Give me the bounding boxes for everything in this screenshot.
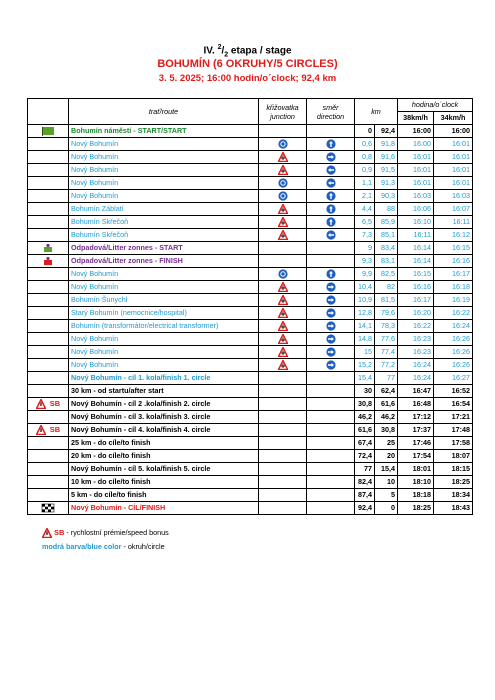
km2-cell: 77,6 (375, 333, 398, 346)
table-row (28, 385, 473, 398)
km2-cell: 85,1 (375, 229, 398, 242)
icon-cell (28, 216, 69, 229)
t1-cell: 16:20 (398, 307, 434, 320)
km2-cell: 91,3 (375, 177, 398, 190)
straight-arrow-icon (307, 268, 355, 281)
km2-cell: 77 (375, 372, 398, 385)
km2-cell: 85,9 (375, 216, 398, 229)
t1-cell: 16:47 (398, 385, 434, 398)
right-arrow-icon (307, 151, 355, 164)
junction-cell (259, 125, 307, 138)
route-cell: Nový Bohumín (69, 281, 259, 294)
t2-cell: 16:01 (434, 138, 473, 151)
time-column-header: hodina/o´clock (398, 99, 473, 112)
table-row (28, 281, 473, 294)
sb-label: SB (49, 425, 61, 434)
km2-cell: 79,6 (375, 307, 398, 320)
t1-cell: 16:23 (398, 346, 434, 359)
roundabout-icon (259, 138, 307, 151)
crossroad-warning-icon (259, 346, 307, 359)
legend-speed-bonus (42, 528, 169, 538)
litter-start-icon (28, 242, 69, 255)
table-row (28, 255, 473, 268)
icon-cell (28, 190, 69, 203)
km1-cell: 0,6 (355, 138, 375, 151)
t1-cell: 16:01 (398, 151, 434, 164)
junction-cell (259, 450, 307, 463)
table-row (28, 138, 473, 151)
t2-cell: 17:48 (434, 424, 473, 437)
km1-cell: 15 (355, 346, 375, 359)
t1-cell: 16:22 (398, 320, 434, 333)
km2-cell: 10 (375, 476, 398, 489)
t1-cell: 16:10 (398, 216, 434, 229)
km1-cell: 9 (355, 242, 375, 255)
icon-cell (28, 203, 69, 216)
crossroad-warning-icon (259, 216, 307, 229)
legend-sb-label: SB (54, 528, 65, 537)
km1-cell: 15,4 (355, 372, 375, 385)
t2-cell: 16:18 (434, 281, 473, 294)
direction-cell (307, 398, 355, 411)
icon-cell (28, 463, 69, 476)
table-row (28, 359, 473, 372)
table-row (28, 229, 473, 242)
t1-cell: 18:18 (398, 489, 434, 502)
icon-cell (28, 346, 69, 359)
route-cell: 25 km - do cíle/to finish (69, 437, 259, 450)
straight-arrow-icon (307, 190, 355, 203)
t1-cell: 16:00 (398, 138, 434, 151)
t1-cell: 16:23 (398, 333, 434, 346)
icon-cell (28, 164, 69, 177)
route-cell: Nový Bohumín (69, 359, 259, 372)
km2-cell: 61,6 (375, 398, 398, 411)
km1-cell: 7,3 (355, 229, 375, 242)
icon-cell (28, 268, 69, 281)
start-flag-icon (28, 125, 69, 138)
km1-cell: 15,2 (355, 359, 375, 372)
km2-cell: 91,8 (375, 138, 398, 151)
junction-cell (259, 476, 307, 489)
icon-cell (28, 294, 69, 307)
km1-cell: 92,4 (355, 502, 375, 515)
crossroad-warning-icon (259, 307, 307, 320)
km1-cell: 87,4 (355, 489, 375, 502)
route-cell: Nový Bohumín - cíl 4. kola/finish 4. circle (69, 424, 259, 437)
junction-cell (259, 242, 307, 255)
t1-cell: 17:46 (398, 437, 434, 450)
straight-arrow-icon (307, 216, 355, 229)
route-cell: 20 km - do cíle/to finish (69, 450, 259, 463)
route-column-header: trať/route (69, 99, 259, 125)
left-arrow-icon (307, 229, 355, 242)
junction-cell (259, 385, 307, 398)
junction-cell (259, 489, 307, 502)
direction-cell (307, 502, 355, 515)
t1-cell: 16:14 (398, 242, 434, 255)
t1-cell: 16:06 (398, 203, 434, 216)
t2-cell: 16:54 (434, 398, 473, 411)
t2-cell: 18:43 (434, 502, 473, 515)
icon-cell (28, 450, 69, 463)
km1-cell: 77 (355, 463, 375, 476)
route-cell: Nový Bohumín (69, 151, 259, 164)
km1-cell: 9,9 (355, 268, 375, 281)
icon-cell (28, 372, 69, 385)
km1-cell: 14,1 (355, 320, 375, 333)
junction-cell (259, 424, 307, 437)
km2-cell: 88 (375, 203, 398, 216)
roundabout-icon (259, 268, 307, 281)
km2-cell: 46,2 (375, 411, 398, 424)
route-cell: Bohumín Šunychl (69, 294, 259, 307)
km1-cell: 14,8 (355, 333, 375, 346)
table-row (28, 398, 473, 411)
crossroad-warning-icon (259, 320, 307, 333)
km1-cell: 9,3 (355, 255, 375, 268)
direction-cell (307, 450, 355, 463)
crossroad-warning-icon (259, 359, 307, 372)
left-arrow-icon (307, 177, 355, 190)
icon-column-header (28, 99, 69, 125)
table-row (28, 450, 473, 463)
table-row (28, 203, 473, 216)
icon-cell (28, 281, 69, 294)
t2-cell: 16:52 (434, 385, 473, 398)
junction-cell (259, 372, 307, 385)
route-cell: Nový Bohumín (69, 164, 259, 177)
route-cell: Nový Bohumín (69, 333, 259, 346)
km1-cell: 10,4 (355, 281, 375, 294)
km2-cell: 83,4 (375, 242, 398, 255)
t1-cell: 16:03 (398, 190, 434, 203)
t1-cell: 17:12 (398, 411, 434, 424)
speed-38-header: 38km/h (398, 112, 434, 125)
right-arrow-icon (307, 294, 355, 307)
t1-cell: 18:25 (398, 502, 434, 515)
speed-bonus-cell (28, 398, 69, 411)
route-cell: Bohumín Skřečoň (69, 216, 259, 229)
route-table (27, 98, 473, 515)
route-cell: Nový Bohumín - CÍL/FINISH (69, 502, 259, 515)
km1-cell: 1,1 (355, 177, 375, 190)
icon-cell (28, 489, 69, 502)
route-cell: Nový Bohumín - cíl 2 .kola/finish 2. circle (69, 398, 259, 411)
t1-cell: 16:11 (398, 229, 434, 242)
icon-cell (28, 385, 69, 398)
legend-blue-text: - okruh/circle (121, 542, 165, 551)
km1-cell: 46,2 (355, 411, 375, 424)
t1-cell: 18:01 (398, 463, 434, 476)
legend-blue-label: modrá barva/blue color (42, 542, 122, 551)
sb-label: SB (49, 399, 61, 408)
straight-arrow-icon (307, 203, 355, 216)
t1-cell: 16:24 (398, 359, 434, 372)
km2-cell: 92,4 (375, 125, 398, 138)
crossroad-warning-icon (259, 203, 307, 216)
left-arrow-icon (307, 164, 355, 177)
km2-cell: 91,5 (375, 164, 398, 177)
route-cell: 5 km - do cíle/to finish (69, 489, 259, 502)
direction-cell (307, 372, 355, 385)
route-cell: Starý Bohumín (nemocnice/hospital) (69, 307, 259, 320)
t1-cell: 17:54 (398, 450, 434, 463)
right-arrow-icon (307, 359, 355, 372)
icon-cell (28, 333, 69, 346)
t2-cell: 16:22 (434, 307, 473, 320)
km1-cell: 0,8 (355, 151, 375, 164)
direction-cell (307, 385, 355, 398)
km2-cell: 0 (375, 502, 398, 515)
speed-34-header: 34km/h (434, 112, 473, 125)
direction-cell (307, 437, 355, 450)
legend-circle-color (42, 542, 165, 551)
junction-cell (259, 437, 307, 450)
table-row (28, 437, 473, 450)
t1-cell: 17:37 (398, 424, 434, 437)
direction-cell (307, 242, 355, 255)
route-cell: 30 km - od startu/after start (69, 385, 259, 398)
route-cell: Bohumín náměstí - START/START (69, 125, 259, 138)
route-cell: Nový Bohumín (69, 177, 259, 190)
crossroad-warning-icon (259, 229, 307, 242)
t1-cell: 18:10 (398, 476, 434, 489)
km1-cell: 2,1 (355, 190, 375, 203)
table-row (28, 125, 473, 138)
route-cell: 10 km - do cíle/to finish (69, 476, 259, 489)
km1-cell: 82,4 (355, 476, 375, 489)
km2-cell: 82 (375, 281, 398, 294)
km2-cell: 62,4 (375, 385, 398, 398)
t1-cell: 16:00 (398, 125, 434, 138)
route-cell: Nový Bohumín (69, 138, 259, 151)
t2-cell: 16:26 (434, 346, 473, 359)
route-cell: Bohumín Záblatí (69, 203, 259, 216)
t2-cell: 16:01 (434, 177, 473, 190)
crossroad-warning-icon (259, 151, 307, 164)
km2-cell: 77,2 (375, 359, 398, 372)
speed-bonus-warning-icon (36, 425, 46, 434)
km2-cell: 25 (375, 437, 398, 450)
route-cell: Odpadová/Litter zonnes - FINISH (69, 255, 259, 268)
t2-cell: 18:25 (434, 476, 473, 489)
table-row (28, 476, 473, 489)
t2-cell: 16:27 (434, 372, 473, 385)
table-row (28, 489, 473, 502)
crossroad-warning-icon (259, 333, 307, 346)
table-row (28, 164, 473, 177)
icon-cell (28, 359, 69, 372)
junction-cell (259, 398, 307, 411)
t1-cell: 16:48 (398, 398, 434, 411)
speed-bonus-warning-icon (36, 399, 46, 408)
km1-cell: 12,8 (355, 307, 375, 320)
table-row (28, 463, 473, 476)
t2-cell: 18:07 (434, 450, 473, 463)
km1-cell: 67,4 (355, 437, 375, 450)
t2-cell: 16:26 (434, 359, 473, 372)
t2-cell: 18:15 (434, 463, 473, 476)
t2-cell: 16:17 (434, 268, 473, 281)
route-cell: Odpadová/Litter zonnes - START (69, 242, 259, 255)
km1-cell: 4,4 (355, 203, 375, 216)
junction-cell (259, 255, 307, 268)
direction-column-header: směr direction (307, 99, 355, 125)
t1-cell: 16:14 (398, 255, 434, 268)
speed-bonus-cell (28, 424, 69, 437)
t2-cell: 16:01 (434, 164, 473, 177)
right-arrow-icon (307, 307, 355, 320)
km2-cell: 83,1 (375, 255, 398, 268)
t2-cell: 16:01 (434, 151, 473, 164)
route-cell: Nový Bohumín - cíl 3. kola/finish 3. circle (69, 411, 259, 424)
direction-cell (307, 125, 355, 138)
junction-cell (259, 411, 307, 424)
t1-cell: 16:01 (398, 164, 434, 177)
km2-cell: 82,5 (375, 268, 398, 281)
finish-flag-icon (28, 502, 69, 515)
speed-bonus-warning-icon (42, 528, 52, 537)
km2-cell: 78,3 (375, 320, 398, 333)
junction-cell (259, 502, 307, 515)
t2-cell: 17:58 (434, 437, 473, 450)
litter-finish-icon (28, 255, 69, 268)
icon-cell (28, 476, 69, 489)
t2-cell: 16:07 (434, 203, 473, 216)
icon-cell (28, 320, 69, 333)
km2-cell: 91,6 (375, 151, 398, 164)
right-arrow-icon (307, 320, 355, 333)
table-row (28, 268, 473, 281)
direction-cell (307, 489, 355, 502)
t2-cell: 16:19 (434, 294, 473, 307)
table-row (28, 177, 473, 190)
route-cell: Bohumín Skřečoň (69, 229, 259, 242)
route-cell: Nový Bohumín (69, 346, 259, 359)
icon-cell (28, 138, 69, 151)
km2-cell: 30,8 (375, 424, 398, 437)
route-cell: Nový Bohumín - cíl 1. kola/finish 1. circle (69, 372, 259, 385)
km1-cell: 6,5 (355, 216, 375, 229)
table-row (28, 151, 473, 164)
km2-cell: 77,4 (375, 346, 398, 359)
table-header-row (28, 99, 473, 112)
t2-cell: 16:26 (434, 333, 473, 346)
km2-cell: 81,5 (375, 294, 398, 307)
km2-cell: 15,4 (375, 463, 398, 476)
km1-cell: 0,9 (355, 164, 375, 177)
icon-cell (28, 177, 69, 190)
table-row (28, 333, 473, 346)
icon-cell (28, 437, 69, 450)
route-cell: Bohumín (transformátor/electrical transformer) (69, 320, 259, 333)
table-row (28, 294, 473, 307)
stage-title: IV. $^2/_2$ etapa / stage (203, 44, 292, 59)
roundabout-icon (259, 190, 307, 203)
stage-name: BOHUMÍN (6 OKRUHY/5 CIRCLES) (157, 58, 338, 70)
table-row (28, 346, 473, 359)
route-cell: Nový Bohumín (69, 268, 259, 281)
table-row (28, 424, 473, 437)
t1-cell: 16:01 (398, 177, 434, 190)
t2-cell: 16:15 (434, 242, 473, 255)
direction-cell (307, 255, 355, 268)
crossroad-warning-icon (259, 294, 307, 307)
km2-cell: 90,3 (375, 190, 398, 203)
icon-cell (28, 229, 69, 242)
km1-cell: 30,8 (355, 398, 375, 411)
table-row (28, 190, 473, 203)
table-row (28, 242, 473, 255)
stage-date-distance: 3. 5. 2025; 16:00 hodin/o´clock; 92,4 km (158, 73, 337, 84)
km2-cell: 20 (375, 450, 398, 463)
t2-cell: 16:12 (434, 229, 473, 242)
t2-cell: 16:16 (434, 255, 473, 268)
t2-cell: 16:00 (434, 125, 473, 138)
route-cell: Nový Bohumín - cíl 5. kola/finish 5. circle (69, 463, 259, 476)
km1-cell: 61,6 (355, 424, 375, 437)
km1-cell: 30 (355, 385, 375, 398)
route-cell: Nový Bohumín (69, 190, 259, 203)
t1-cell: 16:15 (398, 268, 434, 281)
direction-cell (307, 411, 355, 424)
t2-cell: 16:11 (434, 216, 473, 229)
roundabout-icon (259, 177, 307, 190)
crossroad-warning-icon (259, 164, 307, 177)
direction-cell (307, 476, 355, 489)
table-row (28, 320, 473, 333)
km-column-header: km (355, 99, 398, 125)
table-row (28, 502, 473, 515)
junction-cell (259, 463, 307, 476)
straight-arrow-icon (307, 138, 355, 151)
t2-cell: 16:24 (434, 320, 473, 333)
km1-cell: 72,4 (355, 450, 375, 463)
junction-column-header: křižovatka junction (259, 99, 307, 125)
direction-cell (307, 463, 355, 476)
t2-cell: 16:03 (434, 190, 473, 203)
legend-sb-text: - rychlostní prémie/speed bonus (66, 528, 169, 537)
t2-cell: 18:34 (434, 489, 473, 502)
direction-cell (307, 424, 355, 437)
right-arrow-icon (307, 281, 355, 294)
t1-cell: 16:17 (398, 294, 434, 307)
icon-cell (28, 411, 69, 424)
table-row (28, 216, 473, 229)
icon-cell (28, 151, 69, 164)
crossroad-warning-icon (259, 281, 307, 294)
right-arrow-icon (307, 346, 355, 359)
icon-cell (28, 307, 69, 320)
table-row (28, 307, 473, 320)
km1-cell: 0 (355, 125, 375, 138)
km1-cell: 10,9 (355, 294, 375, 307)
t1-cell: 16:24 (398, 372, 434, 385)
t1-cell: 16:16 (398, 281, 434, 294)
km2-cell: 5 (375, 489, 398, 502)
t2-cell: 17:21 (434, 411, 473, 424)
table-row (28, 372, 473, 385)
table-row (28, 411, 473, 424)
right-arrow-icon (307, 333, 355, 346)
